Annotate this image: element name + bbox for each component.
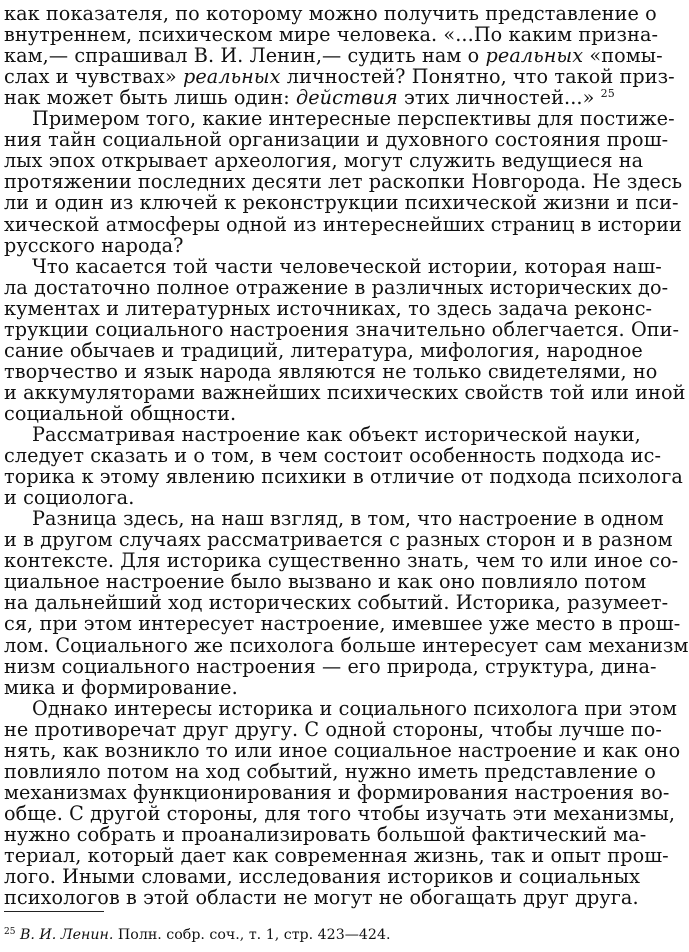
text-run: Рассматривая настроение как объект исторической науки, <box>32 423 641 446</box>
text-run: творчество и язык народа являются не только свидетелями, но <box>4 359 658 383</box>
text-run: и социолога. <box>4 486 135 510</box>
text-run: русского народа? <box>4 233 184 257</box>
text-run: торика к этому явлению психики в отличие от подхода психолога <box>4 465 683 489</box>
text-run: ся, при этом интересует настроение, имевшее уже место в прош- <box>4 612 681 636</box>
footnote-number: 25 <box>4 927 16 937</box>
text-run: териал, который дает как современная жизнь, так и опыт прош- <box>4 844 669 867</box>
text-run: обще. С другой стороны, для того чтобы изучать эти механизмы, <box>4 801 676 825</box>
footnote-text: Полн. собр. соч., т. 1, стр. 423—424. <box>113 927 391 943</box>
text-run: трукции социального настроения значительно облегчается. Опи- <box>4 317 680 341</box>
text-run: и аккумуляторами важнейших психических свойств той или иной <box>4 380 686 404</box>
footnote-divider <box>4 911 104 912</box>
italic-run: действия <box>295 86 398 110</box>
text-run: «помы- <box>583 44 663 68</box>
text-run: контексте. Для историка существенно знать, чем то или иное со- <box>4 549 679 573</box>
text-run: как показателя, по которому можно получить представление о <box>4 2 657 25</box>
text-run: лого. Иными словами, исследования историков и социальных <box>4 865 641 889</box>
text-run: ла достаточно полное отражение в различных исторических до- <box>4 275 669 299</box>
text-run: нак может быть лишь один: <box>4 86 296 110</box>
text-run: ния тайн социальной организации и духовного состояния прош- <box>4 128 669 152</box>
text-run: сание обычаев и традиций, литература, мифология, народное <box>4 338 643 362</box>
italic-run: реальных <box>182 65 281 89</box>
text-run: социальной общности. <box>4 401 237 425</box>
text-run: этих личностей...» <box>397 86 601 110</box>
text-run: личностей? Понятно, что такой приз- <box>280 65 675 89</box>
text-line <box>4 886 639 910</box>
text-run: лом. Социального же психолога больше интересует сам механизм <box>4 633 689 657</box>
text-run: психологов в этой области не могут не обогащать друг друга. <box>4 886 639 910</box>
text-run: хической атмосферы одной из интереснейших страниц в истории <box>4 212 682 236</box>
footnote <box>4 925 618 945</box>
text-run: лых эпох открывает археология, могут служить ведущиеся на <box>4 149 644 173</box>
text-run: кам,— спрашивал В. И. Ленин,— судить нам о <box>4 44 486 68</box>
text-run: Что касается той части человеческой истории, которая наш- <box>32 254 662 278</box>
text-run: повлияло потом на ход событий, нужно иметь представление о <box>4 759 656 783</box>
text-run: Разница здесь, на наш взгляд, в том, что настроение в одном <box>32 507 664 531</box>
text-run: Однако интересы историка и социального психолога при этом <box>32 696 677 720</box>
italic-run: реальных <box>485 44 584 68</box>
text-run: кументах и литературных источниках, то здесь задача реконс- <box>4 296 653 320</box>
text-run: и в другом случаях рассматривается с разных сторон и в разном <box>4 528 673 552</box>
footnote-ref: 25 <box>600 87 615 101</box>
text-run: низм социального настроения — его природа, структура, дина- <box>4 654 657 678</box>
text-run: на дальнейший ход исторических событий. Историка, разумеет- <box>4 591 669 615</box>
text-run: нужно собрать и проанализировать большой фактический ма- <box>4 822 647 846</box>
text-run: мика и формирование. <box>4 675 238 699</box>
text-run: следует сказать и о том, в чем состоит особенность подхода ис- <box>4 444 662 468</box>
text-run: не противоречат друг другу. С одной стороны, чтобы лучше по- <box>4 717 662 741</box>
text-run: ли и один из ключей к реконструкции психической жизни и пси- <box>4 191 679 215</box>
footnote-author: В. И. Ленин. <box>19 927 114 943</box>
text-run: Примером того, какие интересные перспективы для постиже- <box>32 107 675 131</box>
text-run: нять, как возникло то или иное социальное настроение и как оно <box>4 738 681 762</box>
text-run: циальное настроение было вызвано и как оно повлияло потом <box>4 570 647 594</box>
text-run: слах и чувствах» <box>4 65 183 89</box>
text-run: протяжении последних десяти лет раскопки Новгорода. Не здесь <box>4 170 683 194</box>
text-run: внутреннем, психическом мире человека. «...По каким призна- <box>4 23 659 47</box>
text-run: механизмах функционирования и формирования настроения во- <box>4 780 670 804</box>
